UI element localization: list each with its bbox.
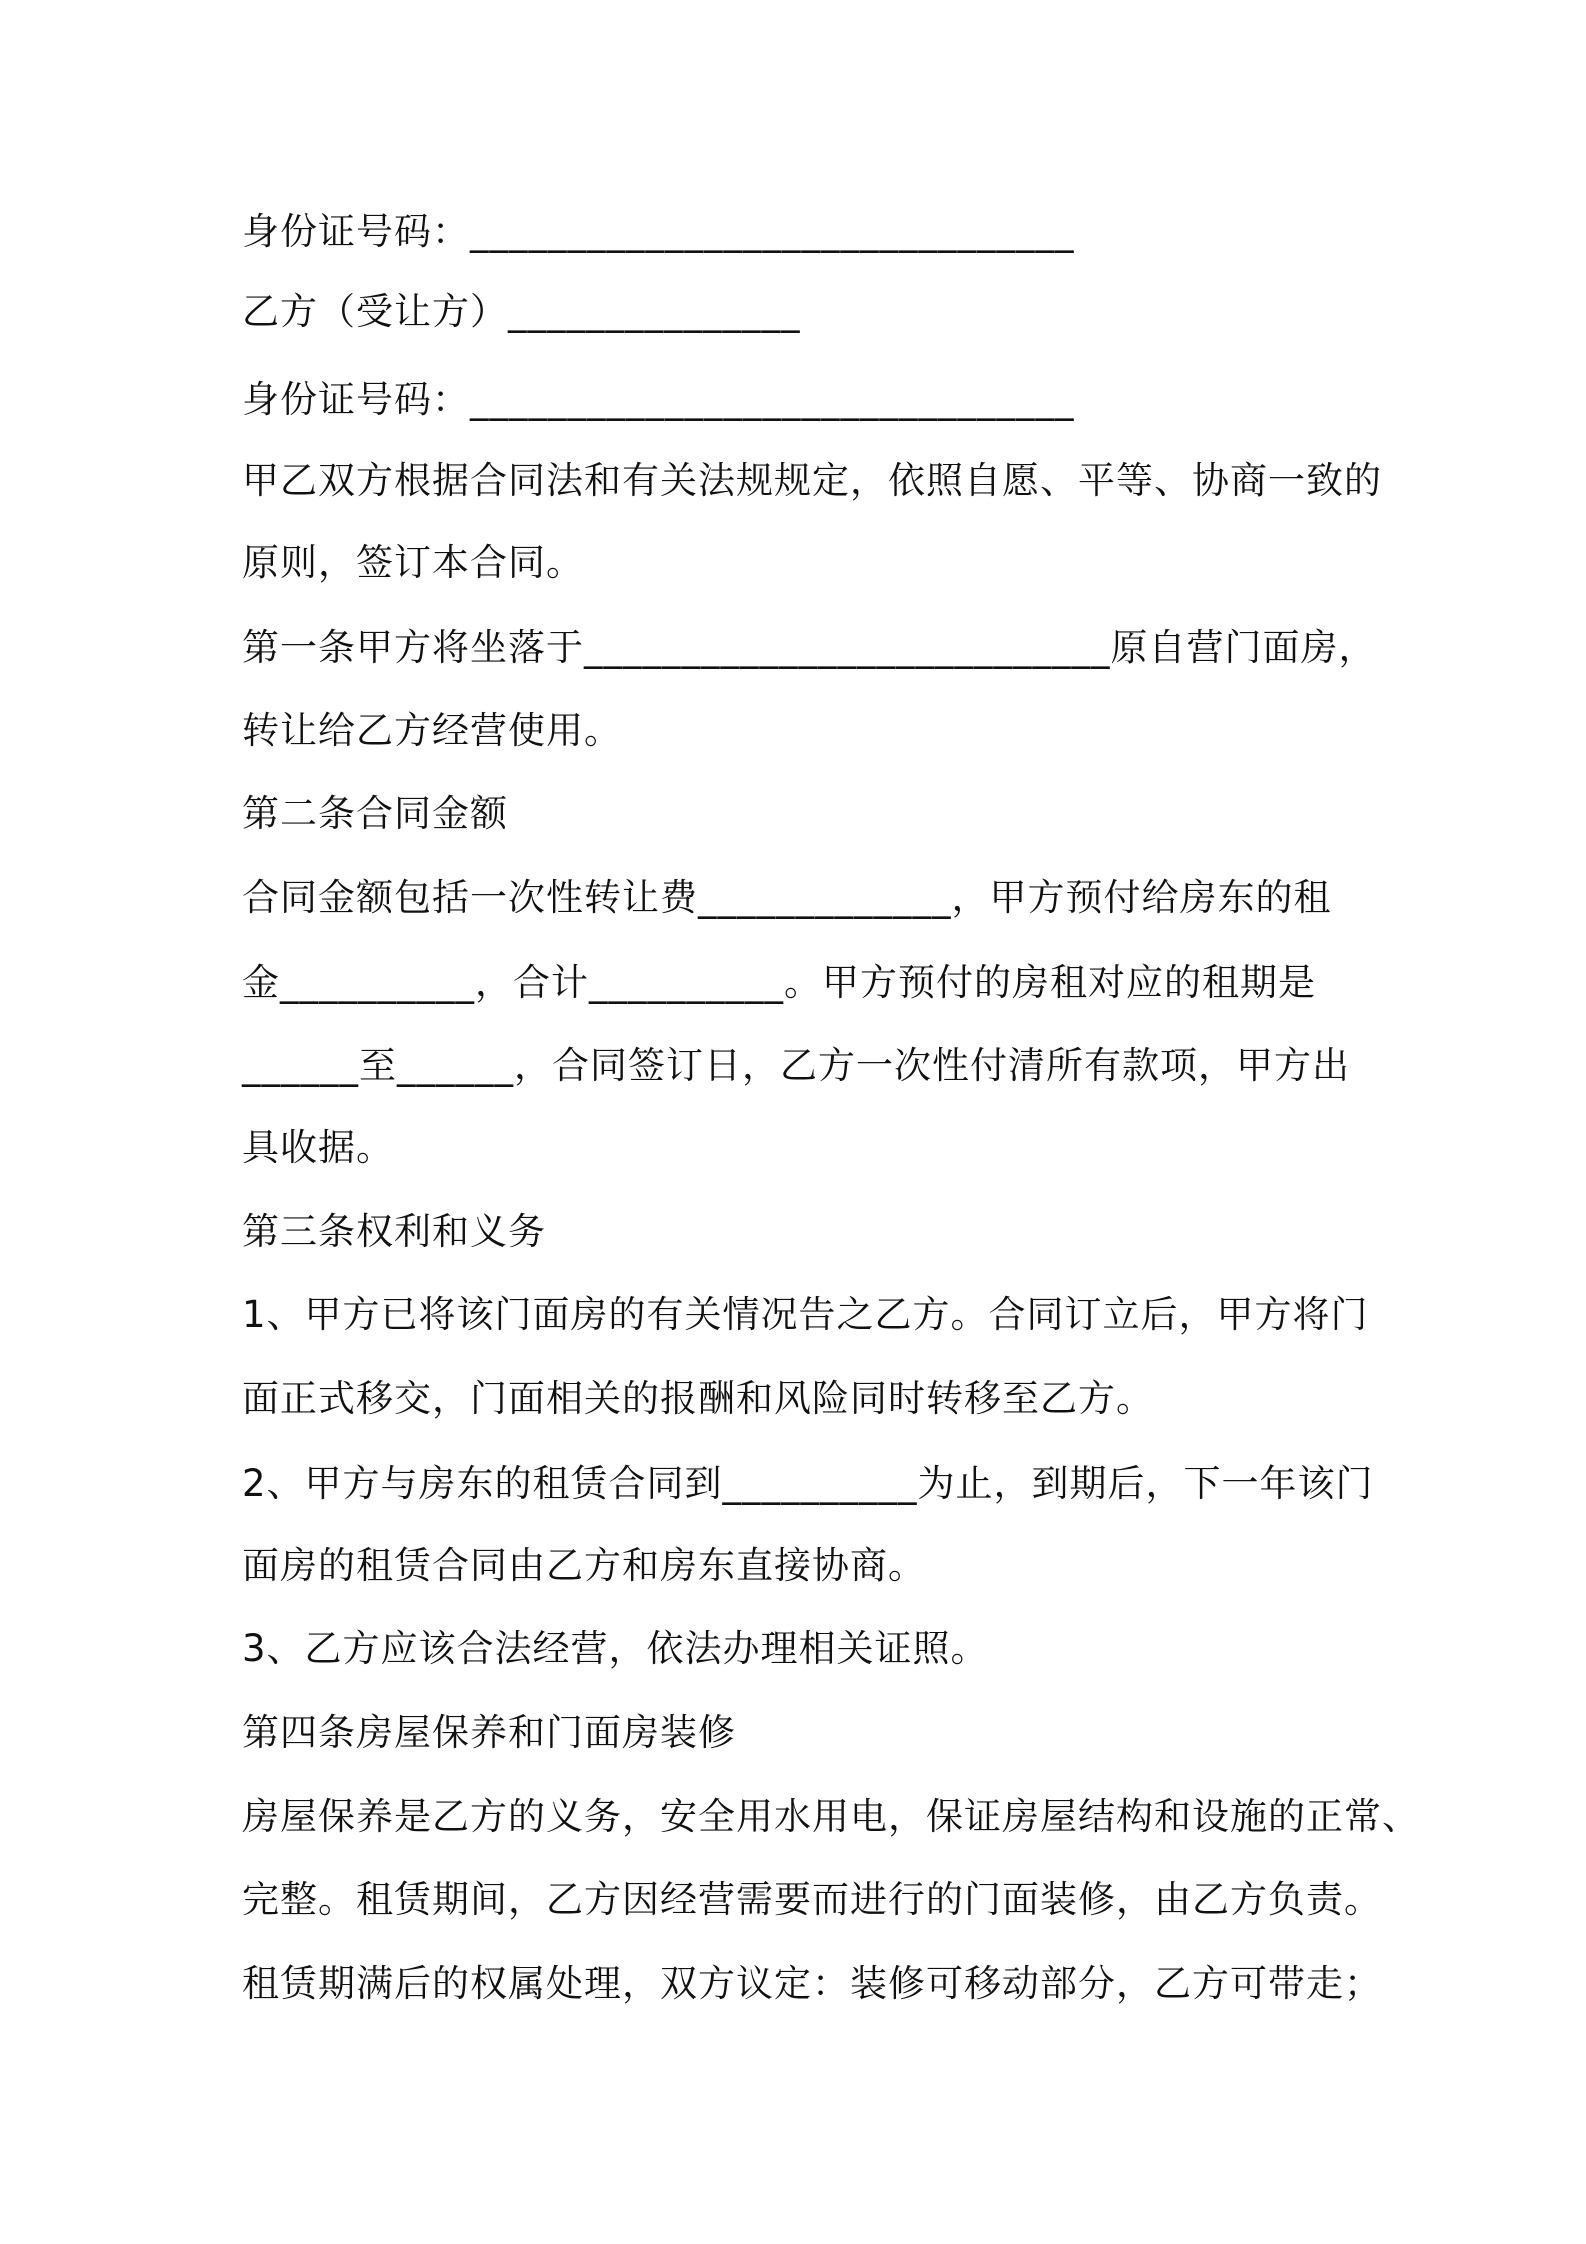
article-2-line-4: 具收据。 — [242, 1126, 394, 1169]
article-3-item-1-line-1: 1、甲方已将该门面房的有关情况告之乙方。合同订立后，甲方将门 — [242, 1293, 1369, 1336]
article-4-heading: 第四条房屋保养和门面房装修 — [242, 1711, 736, 1754]
article-2-line-3: ______至______，合同签订日，乙方一次性付清所有款项，甲方出 — [242, 1044, 1350, 1087]
preamble-line-1: 甲乙双方根据合同法和有关法规规定，依照自愿、平等、协商一致的 — [242, 459, 1382, 502]
article-3-item-2-line-1: 2、甲方与房东的租赁合同到__________为止，到期后，下一年该门 — [242, 1462, 1374, 1505]
article-2-line-1: 合同金额包括一次性转让费_____________，甲方预付给房东的租 — [242, 876, 1332, 919]
article-3-item-3: 3、乙方应该合法经营，依法办理相关证照。 — [242, 1627, 989, 1670]
article-1-line-1: 第一条甲方将坐落于___________________________原自营门面房， — [242, 626, 1377, 669]
id-number-line-party-b: 身份证号码：_______________________________ — [242, 378, 1075, 421]
article-2-line-2: 金__________，合计__________。甲方预付的房租对应的租期是 — [242, 961, 1316, 1004]
article-3-item-1-line-2: 面正式移交，门面相关的报酬和风险同时转移至乙方。 — [242, 1377, 1154, 1420]
article-2-heading: 第二条合同金额 — [242, 792, 508, 835]
id-number-line-party-a: 身份证号码：_______________________________ — [242, 210, 1075, 253]
article-1-line-2: 转让给乙方经营使用。 — [242, 709, 622, 752]
preamble-line-2: 原则，签订本合同。 — [242, 541, 584, 584]
article-4-line-1: 房屋保养是乙方的义务，安全用水用电，保证房屋结构和设施的正常、 — [242, 1795, 1420, 1838]
article-3-heading: 第三条权利和义务 — [242, 1210, 546, 1253]
article-3-item-2-line-2: 面房的租赁合同由乙方和房东直接协商。 — [242, 1544, 926, 1587]
party-b-line: 乙方（受让方）_______________ — [242, 290, 801, 333]
article-4-line-2: 完整。租赁期间，乙方因经营需要而进行的门面装修，由乙方负责。 — [242, 1878, 1382, 1921]
article-4-line-3: 租赁期满后的权属处理，双方议定：装修可移动部分，乙方可带走； — [242, 1962, 1382, 2005]
